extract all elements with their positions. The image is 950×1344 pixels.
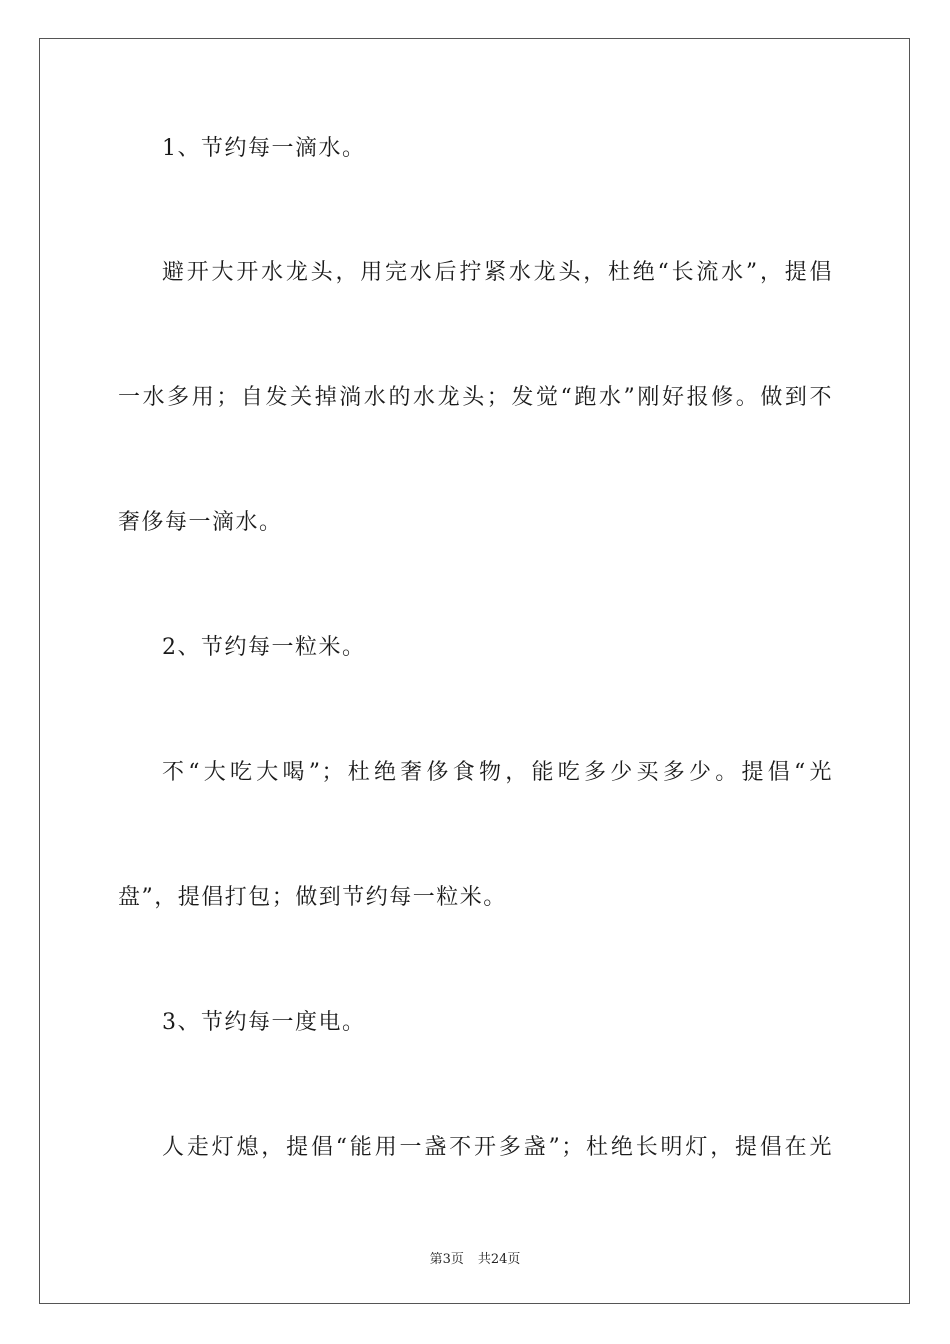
paragraph-line: 人走灯熄，提倡“能用一盏不开多盏”；杜绝长明灯，提倡在光 bbox=[162, 1135, 833, 1160]
section-heading-electricity: 3、节约每一度电。 bbox=[162, 1010, 366, 1035]
section-heading-rice: 2、节约每一粒米。 bbox=[162, 635, 366, 660]
page-number: 第3页 bbox=[429, 1252, 464, 1267]
section-heading-water: 1、节约每一滴水。 bbox=[162, 136, 366, 161]
paragraph-line: 盘”，提倡打包；做到节约每一粒米。 bbox=[118, 885, 507, 910]
paragraph-line: 不“大吃大喝”；杜绝奢侈食物，能吃多少买多少。提倡“光 bbox=[162, 760, 833, 785]
paragraph-line: 避开大开水龙头，用完水后拧紧水龙头，杜绝“长流水”，提倡 bbox=[162, 260, 833, 285]
paragraph-line: 奢侈每一滴水。 bbox=[118, 510, 283, 535]
page-footer bbox=[0, 1248, 950, 1267]
paragraph-line: 一水多用；自发关掉淌水的水龙头；发觉“跑水”刚好报修。做到不 bbox=[118, 385, 833, 410]
page-border bbox=[39, 38, 910, 1304]
page-total: 共24页 bbox=[477, 1252, 521, 1267]
